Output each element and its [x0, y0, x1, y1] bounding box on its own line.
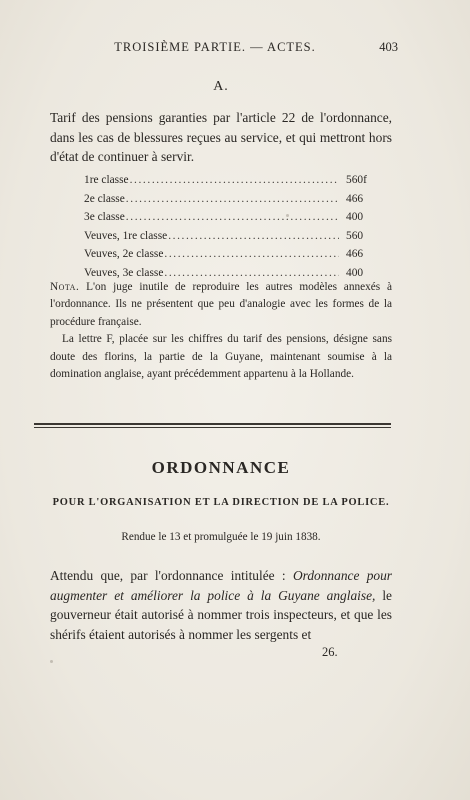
tariff-class-label: 2e classe [84, 192, 125, 205]
section-letter: A. [213, 79, 229, 94]
tariff-amount: 466 [346, 192, 364, 205]
nota-paragraph [50, 279, 392, 331]
tariff-class-label: Veuves, 3e classe [84, 266, 164, 279]
tariff-amount: 466 [346, 248, 364, 261]
ordinance-subtitle: POUR L'ORGANISATION ET LA DIRECTION DE LA POLICE. [52, 497, 390, 508]
florins-note-paragraph: La lettre F, placée sur les chiffres du tarif des pensions, désigne sans doute des florins, la partie de la Guyane, maintenant soumise à la domination anglaise, ayant précédemment appartenu à la Hollande. [50, 333, 392, 381]
section-divider-rule [34, 423, 391, 428]
leader-dots [126, 190, 339, 209]
tariff-class-label: Veuves, 1re classe [84, 229, 168, 242]
page-number: 403 [379, 40, 398, 54]
ordinance-date-line: Rendue le 13 et promulguée le 19 juin 1838. [121, 531, 321, 543]
paper-speck [286, 214, 289, 217]
pension-tariff-table [84, 171, 384, 283]
tariff-row [84, 245, 384, 264]
leader-dots [130, 171, 339, 190]
running-header [0, 40, 470, 56]
tariff-intro-paragraph: Tarif des pensions garanties par l'article 22 de l'ordonnance, dans les cas de blessures reçues au service, et qui mettront hors d'état de continuer à servir. [50, 110, 392, 164]
tariff-row [84, 227, 384, 246]
ordinance-title: ORDONNANCE [151, 458, 291, 477]
body-text-start: Attendu que, par l'ordonnance intitulée : [50, 568, 293, 583]
leader-dots [126, 208, 339, 227]
tariff-row [84, 190, 384, 209]
signature-mark: 26. [322, 645, 338, 659]
ordinance-body-paragraph [50, 566, 392, 645]
nota-text: L'on juge inutile de reproduire les autres modèles annexés à l'ordonnance. Ils ne présentent que peu d'analogie avec les formes de la procédure française. [50, 281, 392, 328]
nota-label: Nota. [50, 281, 80, 293]
notes-section [50, 279, 392, 383]
tariff-amount: 400 [346, 211, 364, 224]
tariff-amount: 560 [346, 229, 364, 242]
body-text-end: le gouverneur était autorisé à nommer trois inspecteurs, et que les shérifs étaient autorisés à nommer les sergents et [50, 587, 392, 643]
tariff-row [84, 171, 384, 190]
tariff-class-label: Veuves, 2e classe [84, 248, 164, 261]
leader-dots [168, 227, 339, 246]
tariff-row [84, 208, 384, 227]
tariff-class-label: 3e classe [84, 211, 125, 224]
paper-speck [50, 660, 53, 663]
body-text-italic-title: Ordonnance pour augmenter et améliorer la police à la Guyane anglaise, [50, 568, 392, 603]
tariff-amount: 400 [346, 266, 364, 279]
tariff-class-label: 1re classe [84, 174, 129, 186]
running-title: TROISIÈME PARTIE. — ACTES. [114, 40, 316, 54]
tariff-amount: 560f [346, 174, 367, 186]
leader-dots [164, 245, 339, 264]
